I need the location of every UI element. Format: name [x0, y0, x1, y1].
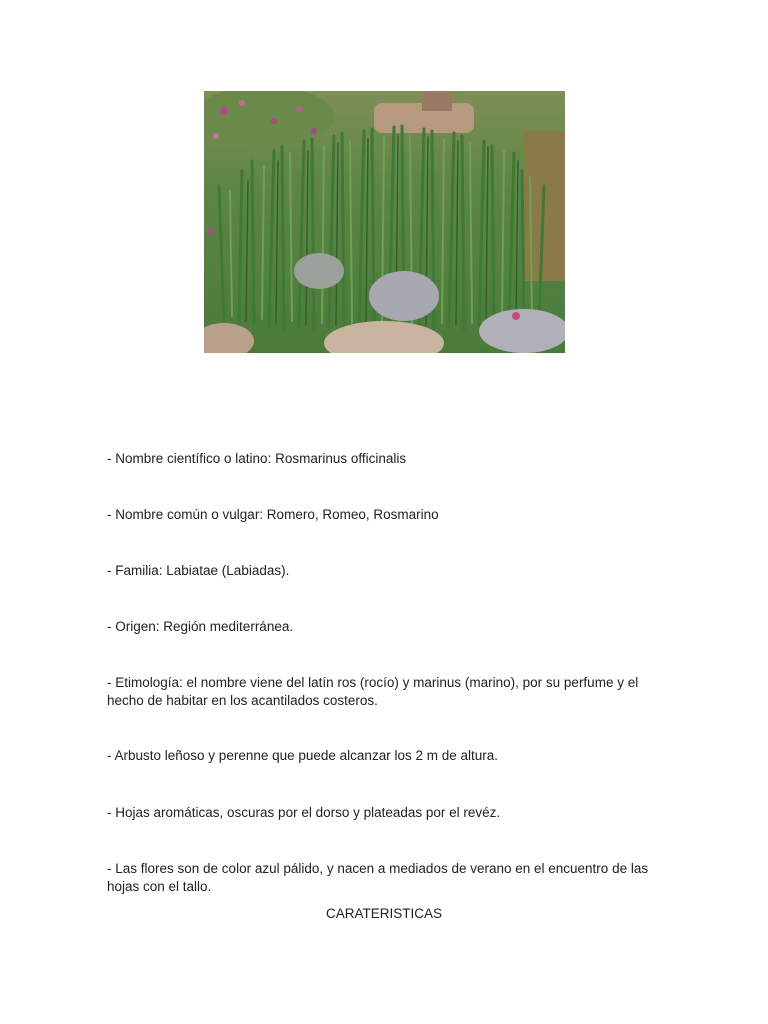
common-name-item: - Nombre común o vulgar: Romero, Romeo, Rosmarino: [107, 507, 439, 522]
family-item: - Familia: Labiatae (Labiadas).: [107, 563, 290, 578]
section-heading: CARATERISTICAS: [325, 906, 442, 921]
rosemary-photo: [204, 91, 565, 353]
shrub-height-item: - Arbusto leñoso y perenne que puede alcanzar los 2 m de altura.: [107, 748, 498, 763]
origin-item: - Origen: Región mediterránea.: [107, 619, 294, 634]
flowers-item: - Las flores son de color azul pálido, y nacen a mediados de verano en el encuentro de las hojas con el tallo.: [107, 861, 649, 894]
leaves-item: - Hojas aromáticas, oscuras por el dorso y plateadas por el revéz.: [107, 805, 501, 820]
scientific-name-item: - Nombre científico o latino: Rosmarinus officinalis: [107, 451, 407, 466]
etymology-item: - Etimología: el nombre viene del latín ros (rocío) y marinus (marino), por su perfume y el hecho de habitar en los acantilados costeros.: [107, 675, 639, 708]
